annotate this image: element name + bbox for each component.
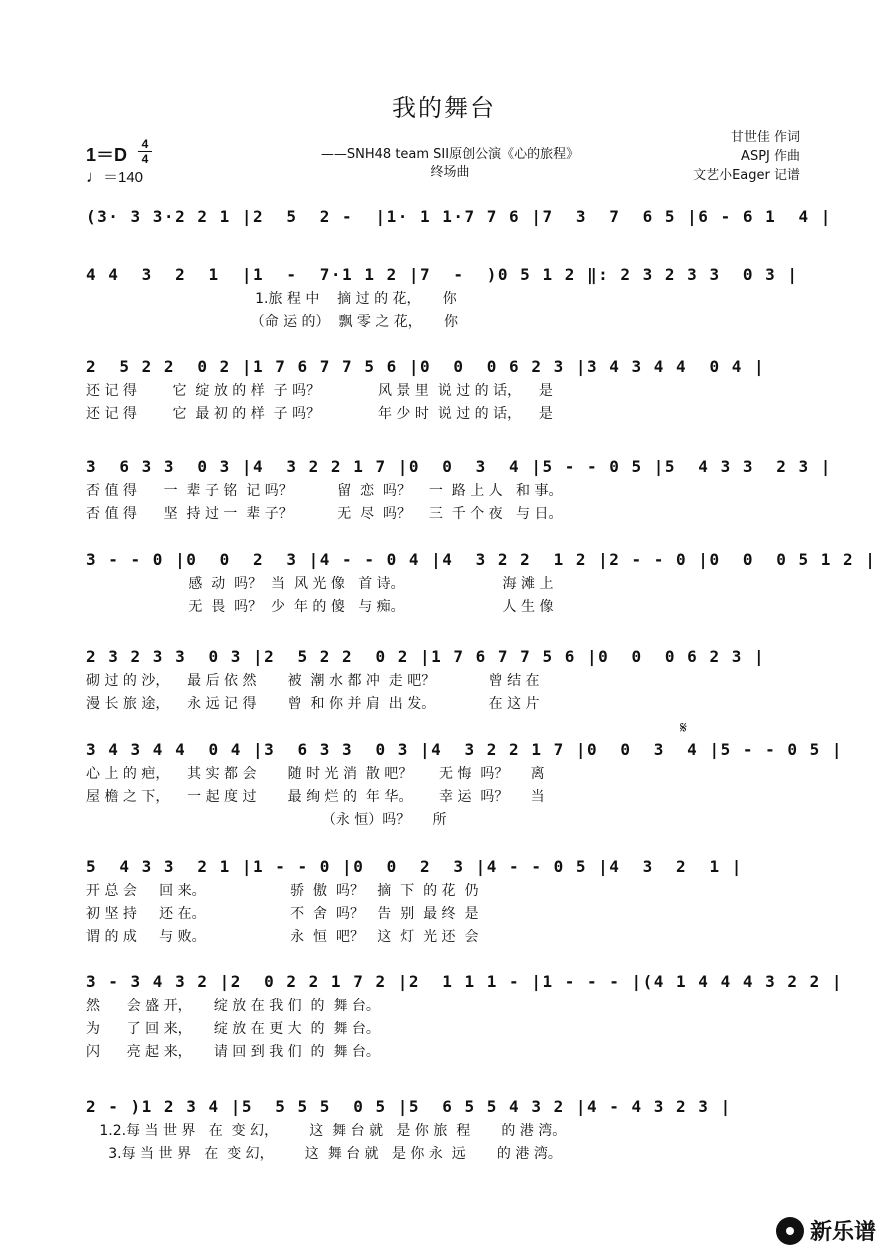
lyric-line: （永 恒）吗？ 所 [86, 812, 447, 828]
key-signature: 1＝D [86, 145, 128, 165]
notation-line: 2 3 2 3 3 0 3 |2 5 2 2 0 2 |1 7 6 7 7 5 6 |0 0 0 6 2 3 | [86, 647, 766, 666]
lyric-line: （命 运 的） 飘 零 之 花， 你 [86, 314, 459, 330]
time-signature-top: 4 [141, 137, 149, 151]
notation-line: 5 4 3 3 2 1 |1 - - 0 |0 0 2 3 |4 - - 0 5 |4 3 2 1 | [86, 857, 743, 876]
lyric-line: 感 动 吗？ 当 风 光 像 首 诗。 海 滩 上 [86, 576, 554, 592]
lyric-line: 还 记 得 它 绽 放 的 样 子 吗？ 风 景 里 说 过 的 话， 是 [86, 383, 553, 399]
lyric-line: 无 畏 吗？ 少 年 的 傻 与 痴。 人 生 像 [86, 599, 554, 615]
lyric-line: 1.旅 程 中 摘 过 的 花， 你 [86, 291, 457, 307]
lyric-line: 还 记 得 它 最 初 的 样 子 吗？ 年 少 时 说 过 的 话， 是 [86, 406, 553, 422]
subtitle [270, 146, 630, 182]
tempo-marking [86, 166, 143, 187]
notation-line: 3 - - 0 |0 0 2 3 |4 - - 0 4 |4 3 2 2 1 2 |2 - - 0 |0 0 0 5 1 2 | [86, 550, 877, 569]
lyric-line: 心 上 的 疤， 其 实 都 会 随 时 光 消 散 吧？ 无 悔 吗？ 离 [86, 766, 545, 782]
subtitle-line-2: 终场曲 [430, 165, 470, 180]
lyric-line: 初 坚 持 还 在。 不 舍 吗？ 告 别 最 终 是 [86, 906, 479, 922]
lyric-line: 屋 檐 之 下， 一 起 度 过 最 绚 烂 的 年 华。 幸 运 吗？ 当 [86, 789, 545, 805]
song-title: 我的舞台 [392, 94, 496, 122]
lyricist-credit: 甘世佳 作词 [730, 130, 800, 145]
logo-text: 新乐谱 [809, 1220, 876, 1245]
notation-line: 4 4 3 2 1 |1 - 7·1 1 2 |7 - )0 5 1 2 ‖: 2 3 2 3 3 0 3 | [86, 265, 799, 284]
notation-line: 2 5 2 2 0 2 |1 7 6 7 7 5 6 |0 0 0 6 2 3 |3 4 3 4 4 0 4 | [86, 357, 766, 376]
composer-credit: ASPJ 作曲 [741, 149, 800, 164]
segno-icon: 𝄋 [680, 718, 687, 737]
lyric-line: 闪 亮 起 来， 请 回 到 我 们 的 舞 台。 [86, 1044, 380, 1060]
time-signature-bottom: 4 [141, 152, 149, 166]
notation-line: (3· 3 3·2 2 1 |2 5 2 - |1· 1 1·7 7 6 |7 3 7 6 5 |6 - 6 1 4 | [86, 207, 832, 226]
lyric-line: 谓 的 成 与 败。 永 恒 吧？ 这 灯 光 还 会 [86, 929, 479, 945]
notation-line: 2 - )1 2 3 4 |5 5 5 5 0 5 |5 6 5 5 4 3 2 |4 - 4 3 2 3 | [86, 1097, 732, 1116]
lyric-line: 砌 过 的 沙， 最 后 依 然 被 潮 水 都 冲 走 吧？ 曾 结 在 [86, 673, 540, 689]
record-disc-icon [776, 1217, 804, 1245]
lyric-line: 3.每 当 世 界 在 变 幻， 这 舞 台 就 是 你 永 远 的 港 湾。 [86, 1146, 562, 1162]
tempo-value: ＝140 [103, 169, 144, 186]
lyric-line: 漫 长 旅 途， 永 远 记 得 曾 和 你 并 肩 出 发。 在 这 片 [86, 696, 540, 712]
notation-line: 3 - 3 4 3 2 |2 0 2 2 1 7 2 |2 1 1 1 - |1 - - - |(4 1 4 4 4 3 2 2 | [86, 972, 844, 991]
notation-line: 3 4 3 4 4 0 4 |3 6 3 3 0 3 |4 3 2 2 1 7 |0 0 3 4 |5 - - 0 5 | [86, 740, 844, 759]
lyric-line: 1.2.每 当 世 界 在 变 幻， 这 舞 台 就 是 你 旅 程 的 港 湾。 [86, 1123, 567, 1139]
subtitle-line-1: ——SNH48 team SII原创公演《心的旅程》 [320, 147, 580, 162]
credits [693, 128, 800, 185]
time-signature [138, 138, 152, 165]
lyric-line: 为 了 回 来， 绽 放 在 更 大 的 舞 台。 [86, 1021, 380, 1037]
lyric-line: 开 总 会 回 来。 骄 傲 吗？ 摘 下 的 花 仍 [86, 883, 479, 899]
lyric-line: 然 会 盛 开， 绽 放 在 我 们 的 舞 台。 [86, 998, 380, 1014]
logo [776, 1215, 876, 1246]
lyric-line: 否 值 得 一 辈 子 铭 记 吗？ 留 恋 吗？ 一 路 上 人 和 事。 [86, 483, 563, 499]
lyric-line: 否 值 得 坚 持 过 一 辈 子？ 无 尽 吗？ 三 千 个 夜 与 日。 [86, 506, 563, 522]
transcriber-credit: 文艺小Eager 记谱 [693, 168, 800, 183]
notation-line: 3 6 3 3 0 3 |4 3 2 2 1 7 |0 0 3 4 |5 - - 0 5 |5 4 3 3 2 3 | [86, 457, 832, 476]
quarter-note-icon: ♩ [86, 167, 103, 186]
